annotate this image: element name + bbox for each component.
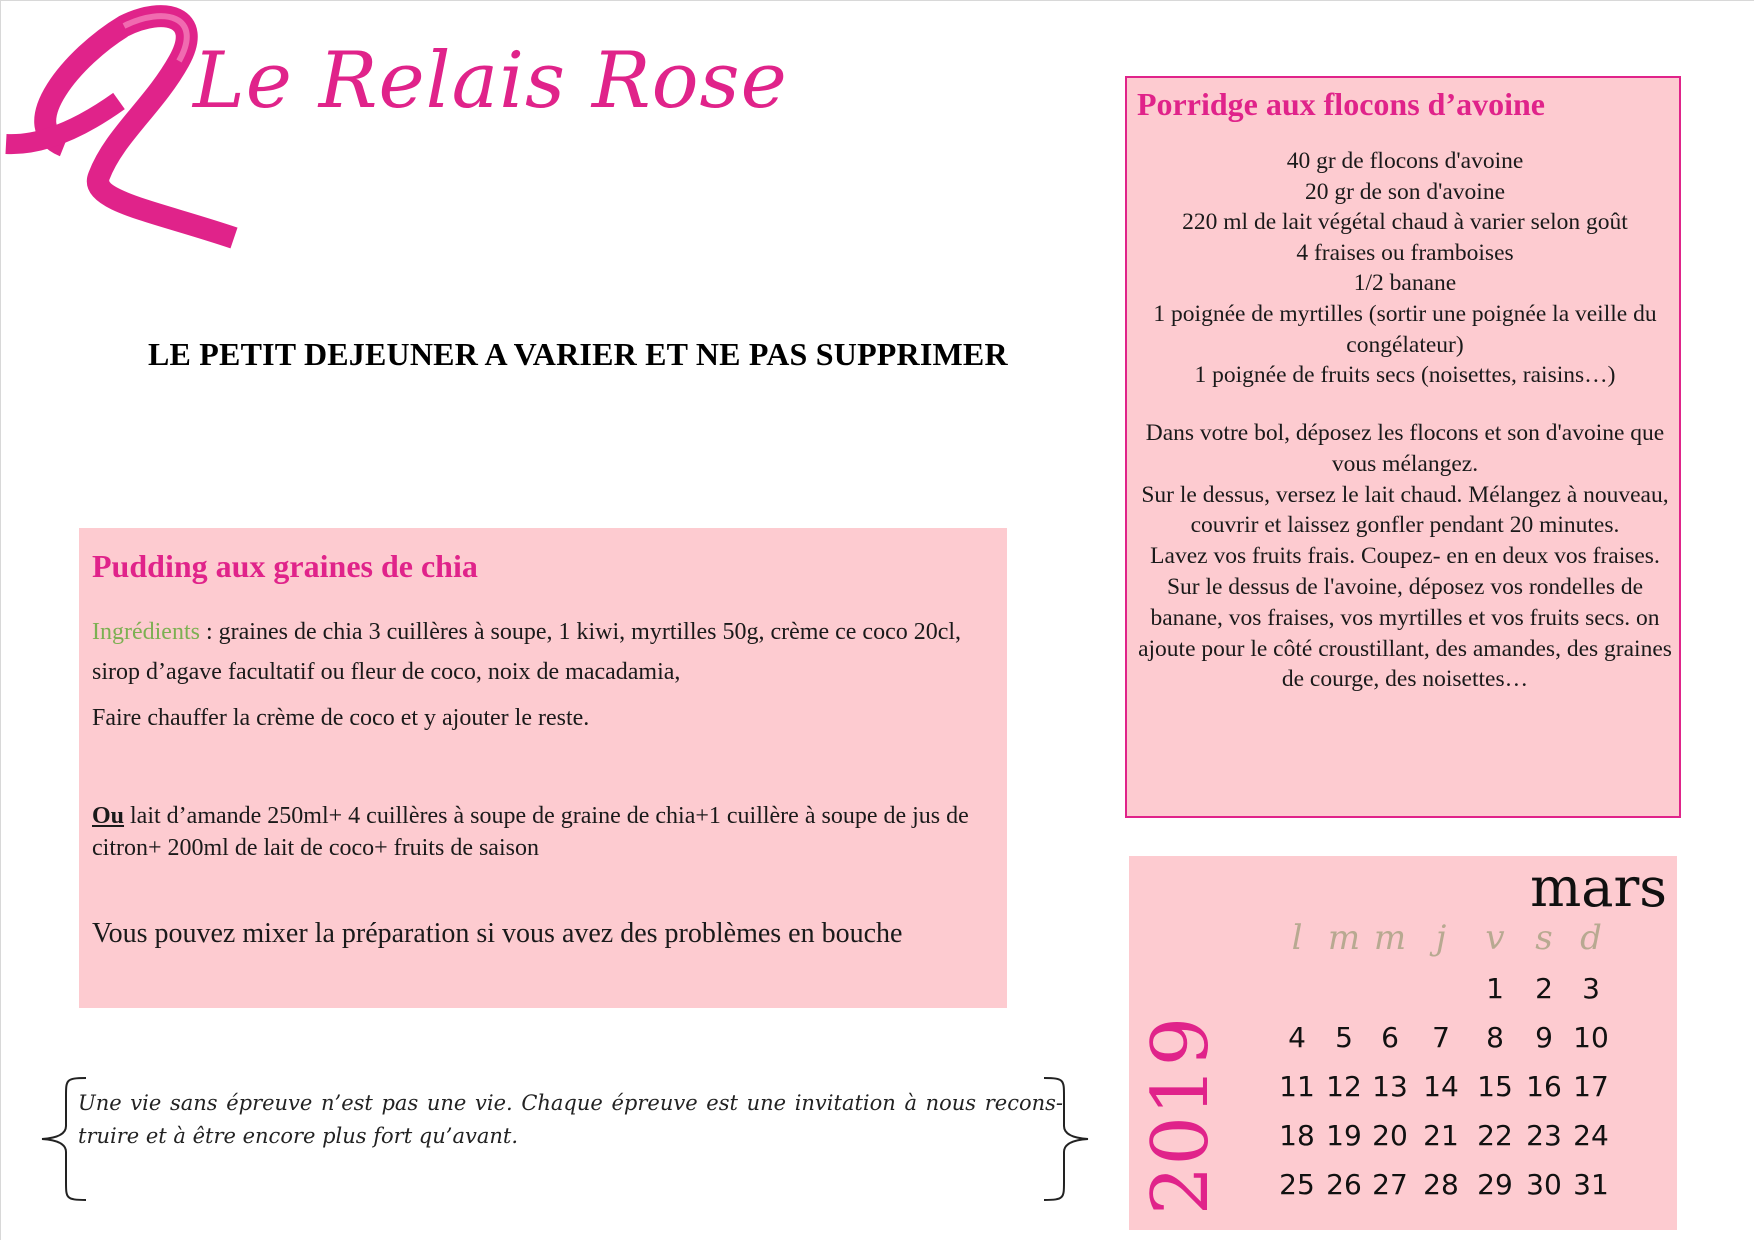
- calendar-day: 15: [1477, 1070, 1513, 1103]
- calendar-day: 24: [1573, 1119, 1609, 1152]
- calendar-day: 26: [1326, 1168, 1362, 1201]
- calendar-day: 14: [1423, 1070, 1459, 1103]
- calendar-day: 10: [1573, 1021, 1609, 1054]
- left-border: [0, 0, 1, 1240]
- ingredient-line: 4 fraises ou framboises: [1296, 239, 1514, 266]
- alternative-text: lait d’amande 250ml+ 4 cuillères à soupe de graine de chia+1 cuillère à soupe de jus de citron+ 200ml de lait de coco+ fruits de saison: [92, 803, 969, 861]
- calendar-day: 19: [1326, 1119, 1362, 1152]
- weekday-label: m: [1327, 918, 1361, 958]
- porridge-ingredients: [1131, 146, 1679, 391]
- calendar-day: 11: [1279, 1070, 1315, 1103]
- calendar-day: 25: [1279, 1168, 1315, 1201]
- calendar-day: 30: [1526, 1168, 1562, 1201]
- pudding-instruction: Faire chauffer la crème de coco et y ajouter le reste.: [92, 705, 590, 731]
- ingredient-line: 220 ml de lait végétal chaud à varier selon goût: [1182, 209, 1628, 236]
- right-brace-icon: [1042, 1076, 1092, 1202]
- calendar-day: 22: [1477, 1119, 1513, 1152]
- calendar-day: 6: [1381, 1021, 1399, 1054]
- calendar-year: [1136, 1006, 1226, 1226]
- step-line: Lavez vos fruits frais. Coupez- en en deux vos fraises.: [1150, 543, 1660, 570]
- pudding-note: Vous pouvez mixer la préparation si vous avez des problèmes en bouche: [92, 918, 903, 949]
- pudding-recipe-box: [79, 528, 1007, 1008]
- ingredient-line: 1 poignée de fruits secs (noisettes, raisins…): [1194, 362, 1616, 389]
- calendar-day: 9: [1535, 1021, 1553, 1054]
- step-line: Dans votre bol, déposez les flocons et son d'avoine que vous mélangez.: [1145, 420, 1665, 477]
- porridge-title: Porridge aux flocons d’avoine: [1137, 86, 1545, 122]
- pudding-ingredients: [92, 612, 982, 692]
- calendar-day: 16: [1526, 1070, 1562, 1103]
- calendar-month: mars: [1530, 856, 1667, 919]
- quote-block: [38, 1076, 1092, 1202]
- calendar-day: 7: [1432, 1021, 1450, 1054]
- top-border: [0, 0, 1754, 1]
- calendar-march-2019: [1129, 856, 1677, 1230]
- ingredient-line: 1 poignée de myrtilles (sortir une poignée la veille du congélateur): [1153, 300, 1657, 358]
- step-line: Sur le dessus, versez le lait chaud. Mélangez à nouveau, couvrir et laissez gonfler pendant 20 minutes.: [1141, 481, 1669, 539]
- calendar-day: 31: [1573, 1168, 1609, 1201]
- calendar-day: 3: [1582, 972, 1600, 1005]
- calendar-year-text: 2019: [1136, 1016, 1226, 1216]
- calendar-day: 8: [1486, 1021, 1504, 1054]
- calendar-day: 12: [1326, 1070, 1362, 1103]
- porridge-recipe-box: [1125, 76, 1681, 818]
- calendar-day: 13: [1372, 1070, 1408, 1103]
- calendar-day: 29: [1477, 1168, 1513, 1201]
- weekday-label: v: [1485, 918, 1505, 958]
- calendar-day: 1: [1486, 972, 1504, 1005]
- calendar-day: 18: [1279, 1119, 1315, 1152]
- calendar-day: 21: [1423, 1119, 1459, 1152]
- calendar-day: 23: [1526, 1119, 1562, 1152]
- calendar-day: 2: [1535, 972, 1553, 1005]
- porridge-steps: [1131, 418, 1679, 695]
- calendar-day: 5: [1335, 1021, 1353, 1054]
- ingredients-label: Ingrédients: [92, 619, 200, 645]
- page-title: LE PETIT DEJEUNER A VARIER ET NE PAS SUPPRIMER: [148, 336, 1008, 372]
- ingredients-text: : graines de chia 3 cuillères à soupe, 1 kiwi, myrtilles 50g, crème ce coco 20cl, sirop d’agave facultatif ou fleur de coco, noix de macadamia,: [92, 619, 962, 685]
- weekday-label: s: [1535, 918, 1553, 958]
- pudding-alternative: [92, 800, 982, 864]
- step-line: Sur le dessus de l'avoine, déposez vos rondelles de banane, vos fraises, vos myrtilles et vos fruits secs. on ajoute pour le côté croustillant, des amandes, des graines de courge, des noisettes…: [1138, 573, 1672, 693]
- calendar-day: 4: [1288, 1021, 1306, 1054]
- quote-text: Une vie sans épreuve n’est pas une vie. Chaque épreuve est une invitation à nous recons-truire et à être encore plus fort qu’avant.: [78, 1091, 1063, 1148]
- ingredient-line: 20 gr de son d'avoine: [1304, 178, 1506, 205]
- weekday-label: j: [1435, 918, 1447, 958]
- brand-name: Le Relais Rose: [193, 36, 788, 126]
- ingredient-line: 40 gr de flocons d'avoine: [1286, 148, 1524, 174]
- calendar-day: 28: [1423, 1168, 1459, 1201]
- pudding-title: Pudding aux graines de chia: [92, 548, 478, 584]
- calendar-day: 27: [1372, 1168, 1408, 1201]
- weekday-label: m: [1373, 918, 1407, 958]
- ingredient-line: 1/2 banane: [1353, 270, 1457, 297]
- calendar-day: 17: [1573, 1070, 1609, 1103]
- alternative-label: Ou: [92, 803, 125, 829]
- calendar-day: 20: [1372, 1119, 1408, 1152]
- weekday-label: d: [1580, 918, 1602, 958]
- weekday-label: l: [1291, 918, 1303, 958]
